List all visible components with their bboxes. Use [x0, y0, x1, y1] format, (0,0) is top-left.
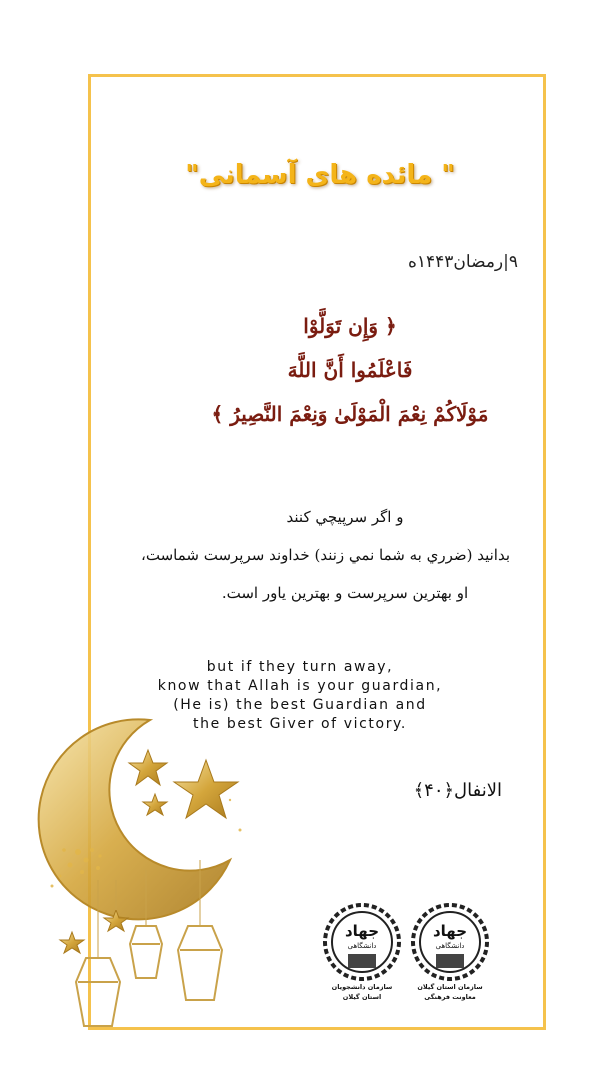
- logo-caption: [312, 982, 412, 1002]
- persian-line: بدانيد (ضرري به شما نمي زنند) خداوند سرپرست شماست،: [141, 546, 510, 564]
- english-line: (He is) the best Guardian and: [173, 697, 427, 713]
- persian-translation: [141, 498, 510, 612]
- english-line: the best Giver of victory.: [193, 716, 407, 732]
- jahad-students-logo: [322, 902, 402, 982]
- surah-reference: الانفال﴿۴۰﴾: [413, 780, 502, 801]
- logo-caption-line: سازمان دانشجویان: [331, 983, 393, 991]
- verse-line: فَاعْلَمُوا أَنَّ اللَّهَ: [287, 358, 413, 382]
- date-label: ۹|رمضان۱۴۴۳ه: [407, 252, 518, 272]
- gear-emblem-icon: [322, 902, 402, 982]
- logo-caption-line: معاونت فرهنگی: [424, 993, 476, 1001]
- logo-caption: [400, 982, 500, 1002]
- verse-line: ﴿ وَإِن تَوَلَّوْا: [303, 314, 397, 338]
- page-title: " مائده های آسمانی": [185, 160, 455, 190]
- persian-line: و اگر سرپيچي كنند: [286, 508, 404, 526]
- quran-verse: [200, 304, 500, 436]
- jahad-cultural-logo: [410, 902, 490, 982]
- logo-caption-line: استان گیلان: [342, 993, 382, 1001]
- english-line: know that Allah is your guardian,: [157, 678, 443, 694]
- crescent-lantern-decoration: [0, 700, 260, 1040]
- verse-line: مَوْلَاكُمْ نِعْمَ الْمَوْلَىٰ وَنِعْمَ النَّصِيرُ ﴾: [211, 402, 489, 426]
- persian-line: او بهترين سرپرست و بهترين ياور است.: [221, 584, 469, 602]
- logo-name: جهاد: [344, 922, 380, 940]
- logo-caption-line: سازمان استان گیلان: [417, 983, 483, 991]
- english-line: but if they turn away,: [206, 659, 394, 675]
- logo-sub: دانشگاهی: [347, 942, 377, 950]
- gear-emblem-icon: [410, 902, 490, 982]
- logo-name: جهاد: [432, 922, 468, 940]
- crescent-moon-icon: [39, 719, 230, 919]
- logo-sub: دانشگاهی: [435, 942, 465, 950]
